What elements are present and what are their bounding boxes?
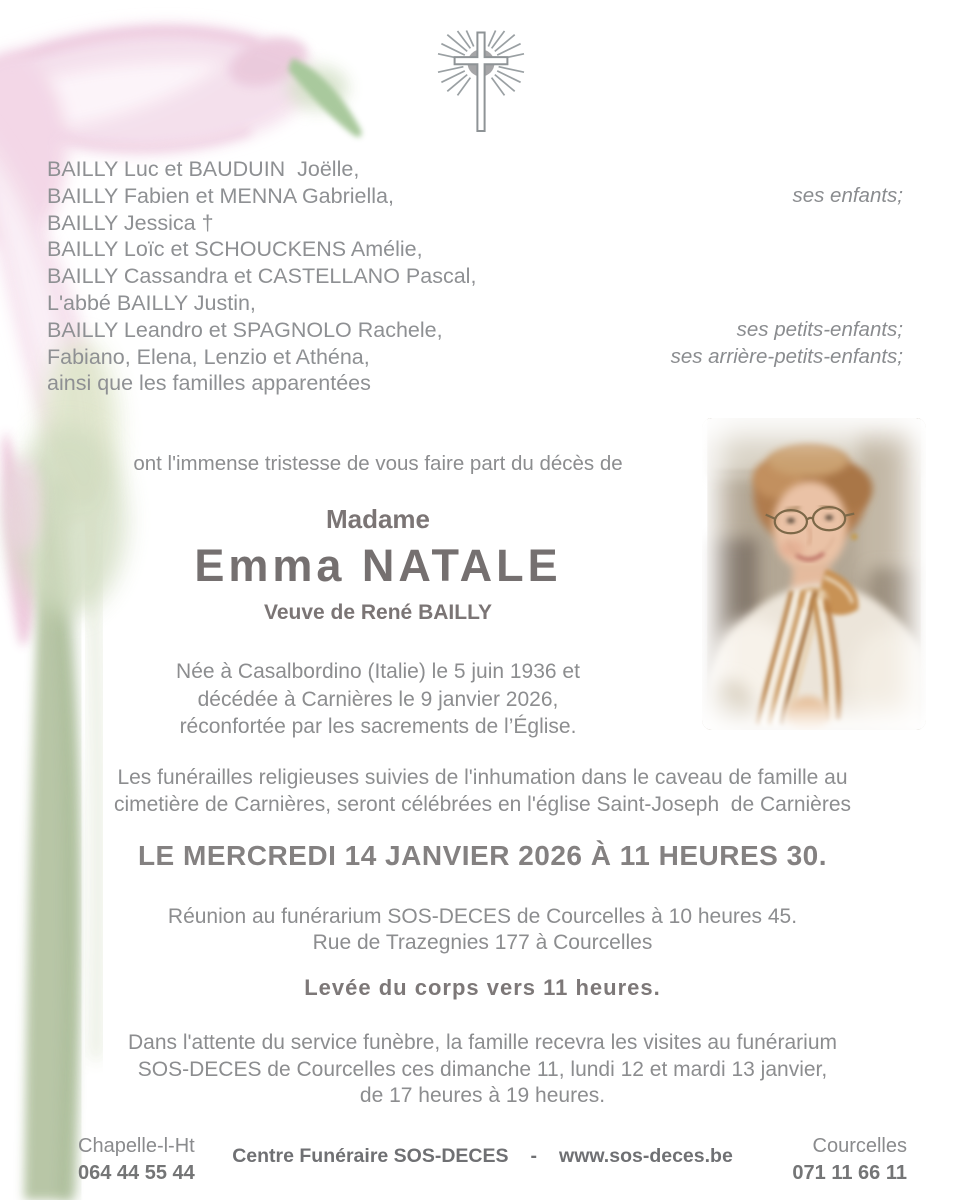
meeting-details (0, 904, 965, 955)
footer-city: Chapelle-l-Ht (78, 1135, 195, 1157)
family-names-list (47, 156, 903, 397)
footer-phone: 071 11 66 11 (792, 1162, 907, 1184)
ceremony-details (0, 765, 965, 818)
family-name: BAILLY Luc et BAUDUIN Joëlle, (47, 157, 360, 181)
family-name: BAILLY Jessica † (47, 210, 214, 235)
death-line: décédée à Carnières le 9 janvier 2026, (197, 687, 559, 711)
family-name-row (47, 156, 903, 183)
relation-label: ses petits-enfants; (736, 317, 903, 341)
family-name: ainsi que les familles apparentées (47, 371, 371, 396)
family-name-row (47, 370, 903, 397)
family-name-row (47, 183, 903, 210)
announcement-intro: ont l'immense tristesse de vous faire part du décès de (133, 452, 623, 475)
relation-label: ses enfants; (792, 183, 903, 207)
family-name: BAILLY Cassandra et CASTELLANO Pascal, (47, 264, 477, 289)
body-removal-line: Levée du corps vers 11 heures. (304, 975, 661, 1000)
birth-line: Née à Casalbordino (Italie) le 5 juin 1936 et (176, 660, 580, 683)
portrait-photo-illustration (702, 418, 926, 730)
footer-separator: - (530, 1145, 538, 1167)
honorific-title: Madame (325, 504, 431, 534)
footer-city: Courcelles (812, 1135, 907, 1157)
ceremony-line: Les funérailles religieuses suivies de l'inhumation dans le caveau de famille au (117, 766, 848, 789)
family-name-row (47, 344, 903, 371)
family-name-row (47, 290, 903, 317)
relation-label: ses arrière-petits-enfants; (670, 344, 903, 368)
family-name: L'abbé BAILLY Justin, (47, 290, 256, 315)
widow-subtitle: Veuve de René BAILLY (264, 601, 492, 624)
birth-death-details (60, 658, 696, 741)
family-name-row (47, 263, 903, 290)
visits-line: de 17 heures à 19 heures. (359, 1084, 606, 1107)
ceremony-line: cimetière de Carnières, seront célébrées en l'église Saint-Joseph de Carnières (113, 792, 852, 816)
family-name-row (47, 236, 903, 263)
family-name: BAILLY Leandro et SPAGNOLO Rachele, (47, 317, 443, 342)
sacraments-line: réconfortée par les sacrements de l’Église. (179, 715, 577, 738)
visits-line: Dans l'attente du service funèbre, la famille recevra les visites au funérarium (127, 1031, 837, 1054)
family-name: Fabiano, Elena, Lenzio et Athéna, (47, 344, 370, 369)
family-name-row (47, 317, 903, 344)
meeting-line: Réunion au funérarium SOS-DECES de Courcelles à 10 heures 45. (167, 905, 798, 928)
funeral-home-website: www.sos-deces.be (559, 1145, 733, 1167)
deceased-name: Emma NATALE (194, 540, 562, 591)
footer-location-right (792, 1133, 907, 1187)
family-name: BAILLY Loïc et SCHOUCKENS Amélie, (47, 237, 423, 262)
visits-line: SOS-DECES de Courcelles ces dimanche 11, lundi 12 et mardi 13 janvier, (137, 1057, 828, 1081)
ceremony-datetime: LE MERCREDI 14 JANVIER 2026 À 11 HEURES 30. (137, 840, 828, 871)
portrait-photo (702, 418, 926, 730)
family-name: BAILLY Fabien et MENNA Gabriella, (47, 183, 394, 208)
funeral-home-name: Centre Funéraire SOS-DECES (232, 1145, 509, 1167)
footer-phone: 064 44 55 44 (78, 1162, 195, 1184)
cross-with-rays-icon (431, 30, 531, 134)
family-name-row (47, 210, 903, 237)
visits-details (0, 1030, 965, 1110)
meeting-address-line: Rue de Trazegnies 177 à Courcelles (312, 930, 653, 954)
